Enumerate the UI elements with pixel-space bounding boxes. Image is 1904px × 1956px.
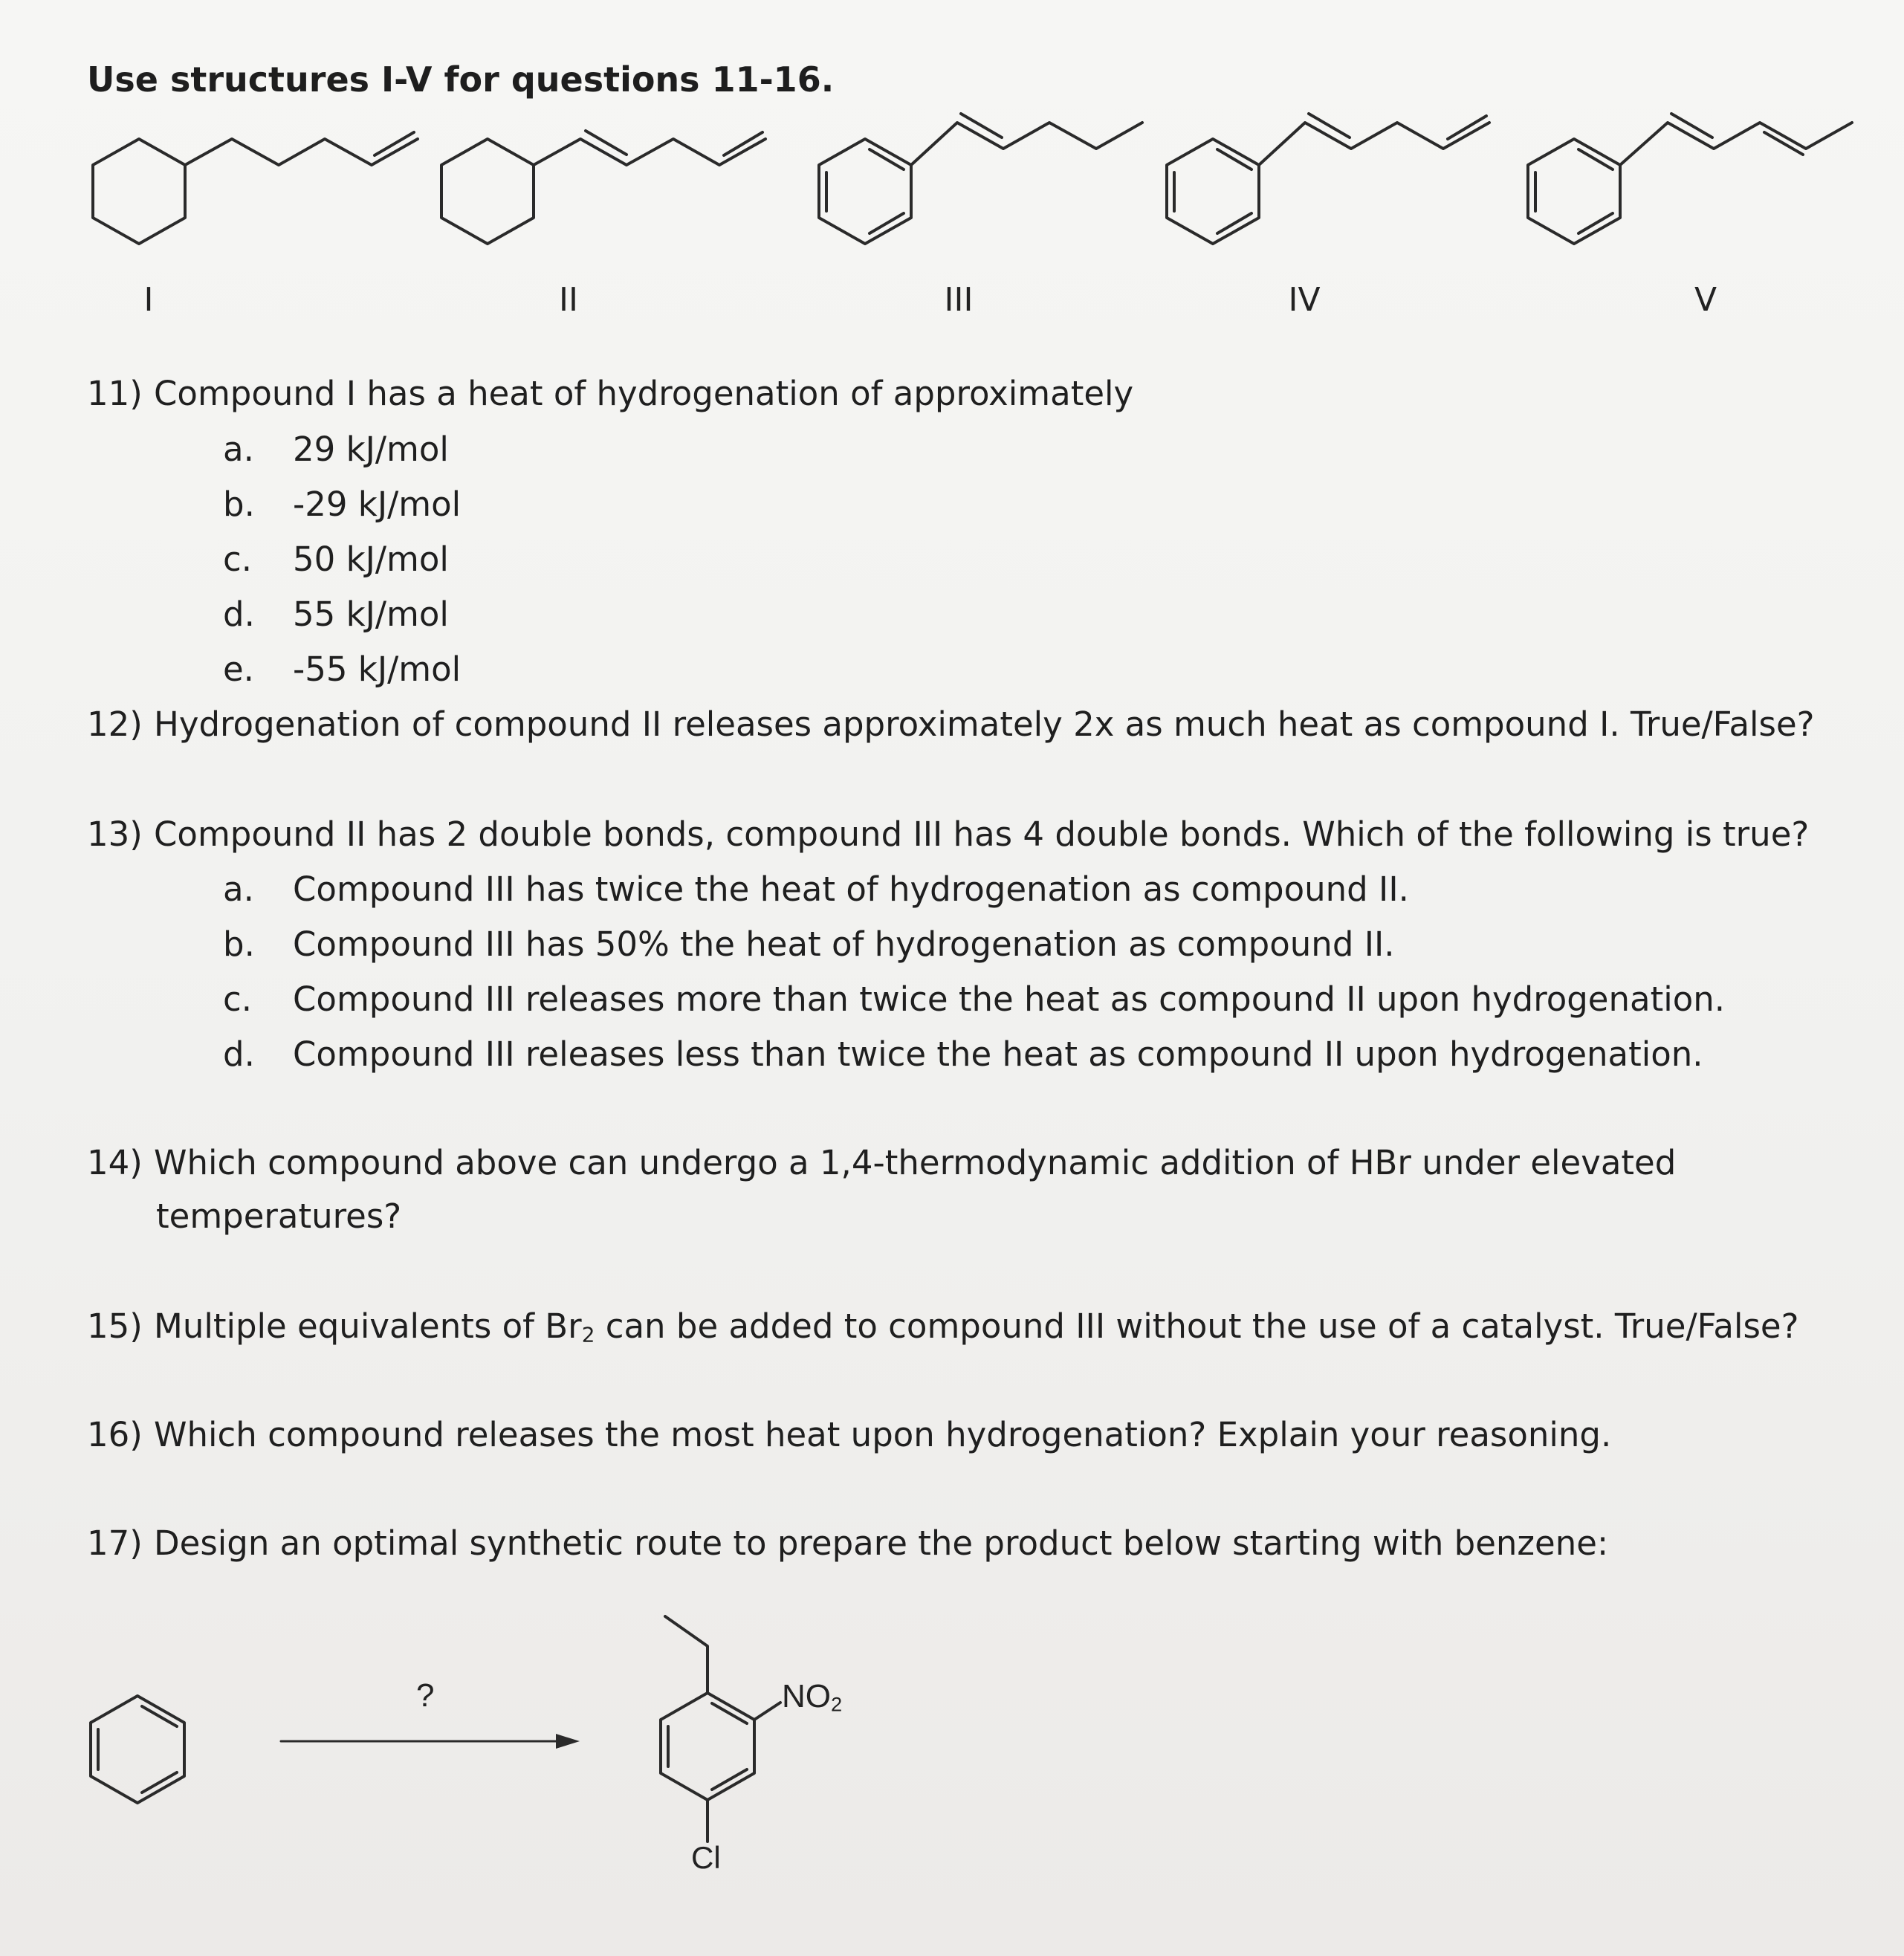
option-letter: b. [223,924,255,964]
option-text: -55 kJ/mol [293,650,462,689]
option-letter: c. [223,540,253,579]
option-text: Compound III has twice the heat of hydrogenation as compound II. [293,869,1409,909]
option-text: 50 kJ/mol [293,540,449,579]
question-text: Which compound above can undergo a 1,4-thermodynamic addition of HBr under elevated [154,1143,1677,1182]
question-text-after: can be added to compound III without the use of a catalyst. True/False? [595,1306,1799,1346]
nitro-subscript: 2 [831,1692,843,1716]
option-letter: a. [223,869,254,909]
option-text: Compound III releases less than twice the heat as compound II upon hydrogenation. [293,1034,1703,1074]
option-text: 29 kJ/mol [293,430,449,469]
structure-label-2: II [559,281,578,319]
option-text: 55 kJ/mol [293,595,449,634]
question-number: 11) [87,374,143,413]
question-text-before: Multiple equivalents of Br [154,1306,582,1346]
option-letter: c. [223,979,253,1019]
question-number: 15) [87,1306,143,1346]
question-text: Which compound releases the most heat upon hydrogenation? Explain your reasoning. [154,1415,1612,1454]
structure-label-4: IV [1288,281,1321,319]
question-14-continued: temperatures? [156,1196,402,1236]
benzene-reactant [91,1696,184,1803]
question-text: Design an optimal synthetic route to prepare the product below starting with benzene: [154,1523,1609,1563]
chloro-group-label: Cl [691,1840,721,1875]
subscript: 2 [581,1322,595,1347]
product-molecule [661,1616,780,1842]
question-text: Compound II has 2 double bonds, compound III has 4 double bonds. Which of the following is true? [154,815,1810,854]
structure-label-3: III [944,281,974,319]
reaction-arrow [281,1734,580,1749]
question-number: 17) [87,1523,143,1563]
arrow-reagent-label: ? [416,1677,435,1714]
question-number: 16) [87,1415,143,1454]
question-text: Compound I has a heat of hydrogenation of approximately [154,374,1134,413]
option-text: -29 kJ/mol [293,485,462,524]
page-heading: Use structures I-V for questions 11-16. [87,59,835,100]
option-letter: d. [223,595,255,634]
option-letter: d. [223,1034,255,1074]
option-text: Compound III releases more than twice the heat as compound II upon hydrogenation. [293,979,1726,1019]
option-letter: a. [223,430,254,469]
structure-label-1: I [143,281,154,319]
question-number: 14) [87,1143,143,1182]
option-letter: b. [223,485,255,524]
nitro-text: NO [782,1678,831,1714]
nitro-group-label [782,1678,842,1716]
question-text: Hydrogenation of compound II releases approximately 2x as much heat as compound I. True/False? [154,705,1815,744]
question-number: 13) [87,815,143,854]
question-number: 12) [87,705,143,744]
option-text: Compound III has 50% the heat of hydrogenation as compound II. [293,924,1395,964]
option-letter: e. [223,650,254,689]
structure-label-5: V [1694,281,1717,319]
